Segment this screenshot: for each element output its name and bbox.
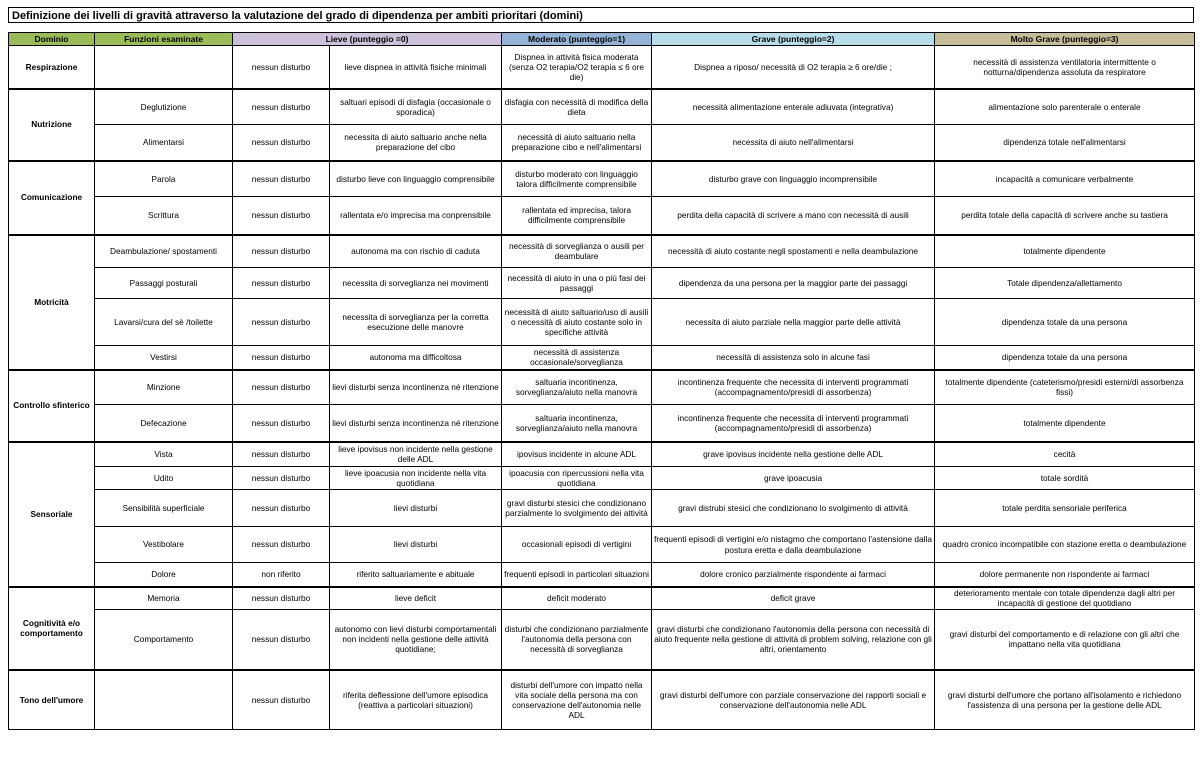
lieve-cell: necessita di sorveglianza per la corretta esecuzione delle manovre bbox=[330, 299, 502, 346]
grave-cell: grave ipovisus incidente nella gestione delle ADL bbox=[652, 442, 935, 467]
table-row bbox=[9, 587, 1195, 610]
moderato-cell: saltuaria incontinenza, sorveglianza/aiuto nella manovra bbox=[502, 405, 652, 442]
no-disorder-cell: nessun disturbo bbox=[233, 268, 330, 299]
lieve-cell: lievi disturbi bbox=[330, 527, 502, 563]
molto-grave-cell: gravi disturbi del comportamento e di relazione con gli altri che impattano nella vita quotidiana bbox=[935, 610, 1195, 670]
header-dominio: Dominio bbox=[9, 33, 95, 46]
domain-cell: Respirazione bbox=[9, 46, 95, 89]
moderato-cell: occasionali episodi di vertigini bbox=[502, 527, 652, 563]
no-disorder-cell: nessun disturbo bbox=[233, 89, 330, 125]
no-disorder-cell: nessun disturbo bbox=[233, 587, 330, 610]
lieve-cell: necessita di sorveglianza nei movimenti bbox=[330, 268, 502, 299]
table-row bbox=[9, 370, 1195, 405]
molto-grave-cell: dipendenza totale da una persona bbox=[935, 299, 1195, 346]
no-disorder-cell: nessun disturbo bbox=[233, 161, 330, 197]
grave-cell: grave ipoacusia bbox=[652, 467, 935, 490]
moderato-cell: gravi disturbi stesici che condizionano parzialmente lo svolgimento dei attività bbox=[502, 490, 652, 527]
molto-grave-cell: Totale dipendenza/allettamento bbox=[935, 268, 1195, 299]
molto-grave-cell: incapacità a comunicare verbalmente bbox=[935, 161, 1195, 197]
no-disorder-cell: nessun disturbo bbox=[233, 527, 330, 563]
grave-cell: incontinenza frequente che necessita di interventi programmati (accompagnamento/presidi di assorbenza) bbox=[652, 405, 935, 442]
table-row bbox=[9, 563, 1195, 587]
function-cell: Memoria bbox=[95, 587, 233, 610]
header-row bbox=[9, 33, 1195, 46]
molto-grave-cell: totalmente dipendente bbox=[935, 405, 1195, 442]
molto-grave-cell: gravi disturbi dell'umore che portano all'isolamento e richiedono l'assistenza di una persona per la gestione delle ADL bbox=[935, 670, 1195, 730]
moderato-cell: ipovisus incidente in alcune ADL bbox=[502, 442, 652, 467]
molto-grave-cell: totalmente dipendente bbox=[935, 235, 1195, 268]
no-disorder-cell: nessun disturbo bbox=[233, 442, 330, 467]
molto-grave-cell: totale sordità bbox=[935, 467, 1195, 490]
lieve-cell: autonoma ma con rischio di caduta bbox=[330, 235, 502, 268]
table-row bbox=[9, 467, 1195, 490]
moderato-cell: disturbi che condizionano parzialmente l'autonomia della persona con necessità di sorveglianza bbox=[502, 610, 652, 670]
grave-cell: deficit grave bbox=[652, 587, 935, 610]
moderato-cell: disturbo moderato con linguaggio talora difficilmente comprensibile bbox=[502, 161, 652, 197]
function-cell: Minzione bbox=[95, 370, 233, 405]
moderato-cell: frequenti episodi in particolari situazioni bbox=[502, 563, 652, 587]
table-row bbox=[9, 299, 1195, 346]
function-cell: Vista bbox=[95, 442, 233, 467]
grave-cell: necessita di aiuto nell'alimentarsi bbox=[652, 125, 935, 161]
moderato-cell: necessità di aiuto in una o più fasi dei passaggi bbox=[502, 268, 652, 299]
lieve-cell: rallentata e/o imprecisa ma conprensibile bbox=[330, 197, 502, 235]
lieve-cell: disturbo lieve con linguaggio comprensibile bbox=[330, 161, 502, 197]
function-cell: Udito bbox=[95, 467, 233, 490]
table-row bbox=[9, 161, 1195, 197]
no-disorder-cell: nessun disturbo bbox=[233, 46, 330, 89]
domain-cell: Sensoriale bbox=[9, 442, 95, 587]
lieve-cell: riferito saltuariamente e abituale bbox=[330, 563, 502, 587]
no-disorder-cell: nessun disturbo bbox=[233, 610, 330, 670]
lieve-cell: autonoma ma difficoltosa bbox=[330, 346, 502, 370]
grave-cell: gravi disturbi dell'umore con parziale conservazione dei rapporti sociali e conservazione dell'autonomia nelle ADL bbox=[652, 670, 935, 730]
table-row bbox=[9, 610, 1195, 670]
lieve-cell: lieve ipovisus non incidente nella gestione delle ADL bbox=[330, 442, 502, 467]
function-cell: Deglutizione bbox=[95, 89, 233, 125]
molto-grave-cell: necessità di assistenza ventilatoria intermittente o notturna/dipendenza assoluta da respiratore bbox=[935, 46, 1195, 89]
no-disorder-cell: nessun disturbo bbox=[233, 125, 330, 161]
domain-cell: Motricità bbox=[9, 235, 95, 370]
function-cell: Dolore bbox=[95, 563, 233, 587]
no-disorder-cell: nessun disturbo bbox=[233, 467, 330, 490]
grave-cell: perdita della capacità di scrivere a mano con necessità di ausili bbox=[652, 197, 935, 235]
grave-cell: necessità di aiuto costante negli spostamenti e nella deambulazione bbox=[652, 235, 935, 268]
header-grave: Grave (punteggio=2) bbox=[652, 33, 935, 46]
molto-grave-cell: dipendenza totale da una persona bbox=[935, 346, 1195, 370]
no-disorder-cell: non riferito bbox=[233, 563, 330, 587]
function-cell: Deambulazione/ spostamenti bbox=[95, 235, 233, 268]
lieve-cell: autonomo con lievi disturbi comportamentali non incidenti nella gestione delle attività quotidiane; bbox=[330, 610, 502, 670]
function-cell: Scrittura bbox=[95, 197, 233, 235]
no-disorder-cell: nessun disturbo bbox=[233, 346, 330, 370]
table-row bbox=[9, 89, 1195, 125]
lieve-cell: riferita deflessione dell'umore episodica (reattiva a particolari situazioni) bbox=[330, 670, 502, 730]
domain-cell: Comunicazione bbox=[9, 161, 95, 235]
table-row bbox=[9, 346, 1195, 370]
page-title: Definizione dei livelli di gravità attraverso la valutazione del grado di dipendenza per ambiti prioritari (domini) bbox=[8, 7, 1194, 23]
function-cell: Parola bbox=[95, 161, 233, 197]
table-row bbox=[9, 197, 1195, 235]
header-funzioni: Funzioni esaminate bbox=[95, 33, 233, 46]
function-cell: Vestibolare bbox=[95, 527, 233, 563]
lieve-cell: lievi disturbi bbox=[330, 490, 502, 527]
domain-cell: Controllo sfinterico bbox=[9, 370, 95, 442]
moderato-cell: Dispnea in attività fisica moderata (senza O2 terapia/O2 terapia ≤ 6 ore die) bbox=[502, 46, 652, 89]
molto-grave-cell: alimentazione solo parenterale o enterale bbox=[935, 89, 1195, 125]
no-disorder-cell: nessun disturbo bbox=[233, 370, 330, 405]
table-row bbox=[9, 405, 1195, 442]
table-row bbox=[9, 527, 1195, 563]
function-cell bbox=[95, 46, 233, 89]
grave-cell: disturbo grave con linguaggio incomprensibile bbox=[652, 161, 935, 197]
moderato-cell: disturbi dell'umore con impatto nella vita sociale della persona ma con conservazione dell'autonomia nelle ADL bbox=[502, 670, 652, 730]
grave-cell: dipendenza da una persona per la maggior parte dei passaggi bbox=[652, 268, 935, 299]
lieve-cell: saltuari episodi di disfagia (occasionale o sporadica) bbox=[330, 89, 502, 125]
molto-grave-cell: dipendenza totale nell'alimentarsi bbox=[935, 125, 1195, 161]
domain-cell: Nutrizione bbox=[9, 89, 95, 161]
grave-cell: necessità alimentazione enterale adiuvata (integrativa) bbox=[652, 89, 935, 125]
moderato-cell: necessità di aiuto saltuario nella preparazione cibo e nell'alimentarsi bbox=[502, 125, 652, 161]
lieve-cell: lievi disturbi senza incontinenza né ritenzione bbox=[330, 370, 502, 405]
moderato-cell: ipoacusia con ripercussioni nella vita quotidiana bbox=[502, 467, 652, 490]
lieve-cell: lievi disturbi senza incontinenza né ritenzione bbox=[330, 405, 502, 442]
table-row bbox=[9, 235, 1195, 268]
molto-grave-cell: dolore permanente non rispondente ai farmaci bbox=[935, 563, 1195, 587]
document bbox=[8, 7, 1194, 730]
molto-grave-cell: quadro cronico incompatibile con stazione eretta o deambulazione bbox=[935, 527, 1195, 563]
table-row bbox=[9, 670, 1195, 730]
molto-grave-cell: perdita totale della capacità di scrivere anche su tastiera bbox=[935, 197, 1195, 235]
moderato-cell: deficit moderato bbox=[502, 587, 652, 610]
grave-cell: Dispnea a riposo/ necessità di O2 terapia ≥ 6 ore/die ; bbox=[652, 46, 935, 89]
moderato-cell: disfagia con necessità di modifica della dieta bbox=[502, 89, 652, 125]
no-disorder-cell: nessun disturbo bbox=[233, 235, 330, 268]
table-row bbox=[9, 490, 1195, 527]
grave-cell: gravi disturbi che condizionano l'autonomia della persona con necessità di aiuto frequente nella gestione di attività di problem solving, relazione con gli altri, orientamento bbox=[652, 610, 935, 670]
lieve-cell: lieve deficit bbox=[330, 587, 502, 610]
no-disorder-cell: nessun disturbo bbox=[233, 490, 330, 527]
molto-grave-cell: totale perdita sensoriale periferica bbox=[935, 490, 1195, 527]
header-lieve: Lieve (punteggio =0) bbox=[233, 33, 502, 46]
no-disorder-cell: nessun disturbo bbox=[233, 299, 330, 346]
grave-cell: necessità di assistenza solo in alcune fasi bbox=[652, 346, 935, 370]
molto-grave-cell: cecità bbox=[935, 442, 1195, 467]
molto-grave-cell: deterioramento mentale con totale dipendenza dagli altri per incapacità di gestione del quotidiano bbox=[935, 587, 1195, 610]
grave-cell: necessita di aiuto parziale nella maggior parte delle attività bbox=[652, 299, 935, 346]
severity-table bbox=[8, 32, 1195, 730]
moderato-cell: rallentata ed imprecisa, talora difficilmente comprensibile bbox=[502, 197, 652, 235]
table-row bbox=[9, 125, 1195, 161]
lieve-cell: lieve ipoacusia non incidente nella vita quotidiana bbox=[330, 467, 502, 490]
molto-grave-cell: totalmente dipendente (cateterismo/presidi esterni/di assorbenza fissi) bbox=[935, 370, 1195, 405]
no-disorder-cell: nessun disturbo bbox=[233, 670, 330, 730]
moderato-cell: saltuaria incontinenza, sorveglianza/aiuto nella manovra bbox=[502, 370, 652, 405]
function-cell: Comportamento bbox=[95, 610, 233, 670]
table-row bbox=[9, 268, 1195, 299]
table-row bbox=[9, 442, 1195, 467]
table-row bbox=[9, 46, 1195, 89]
no-disorder-cell: nessun disturbo bbox=[233, 197, 330, 235]
function-cell: Sensibilità superficiale bbox=[95, 490, 233, 527]
moderato-cell: necessità di assistenza occasionale/sorveglianza bbox=[502, 346, 652, 370]
domain-cell: Cognitività e/o comportamento bbox=[9, 587, 95, 670]
function-cell bbox=[95, 670, 233, 730]
moderato-cell: necessità di sorveglianza o ausili per deambulare bbox=[502, 235, 652, 268]
no-disorder-cell: nessun disturbo bbox=[233, 405, 330, 442]
function-cell: Lavarsi/cura del sè /toilette bbox=[95, 299, 233, 346]
grave-cell: frequenti episodi di vertigini e/o nistagmo che comportano l'astensione dalla postura eretta e dalla deambulazione bbox=[652, 527, 935, 563]
header-molto-grave: Molto Grave (punteggio=3) bbox=[935, 33, 1195, 46]
function-cell: Alimentarsi bbox=[95, 125, 233, 161]
domain-cell: Tono dell'umore bbox=[9, 670, 95, 730]
header-moderato: Moderato (punteggio=1) bbox=[502, 33, 652, 46]
lieve-cell: necessita di aiuto saltuario anche nella preparazione del cibo bbox=[330, 125, 502, 161]
grave-cell: dolore cronico parzialmente rispondente ai farmaci bbox=[652, 563, 935, 587]
function-cell: Passaggi posturali bbox=[95, 268, 233, 299]
moderato-cell: necessità di aiuto saltuario/uso di ausili o necessità di aiuto costante solo in specifiche attività bbox=[502, 299, 652, 346]
grave-cell: gravi distrubi stesici che condizionano lo svolgimento di attività bbox=[652, 490, 935, 527]
lieve-cell: lieve dispnea in attività fisiche minimali bbox=[330, 46, 502, 89]
grave-cell: incontinenza frequente che necessita di interventi programmati (accompagnamento/presidi di assorbenza) bbox=[652, 370, 935, 405]
function-cell: Vestirsi bbox=[95, 346, 233, 370]
function-cell: Defecazione bbox=[95, 405, 233, 442]
